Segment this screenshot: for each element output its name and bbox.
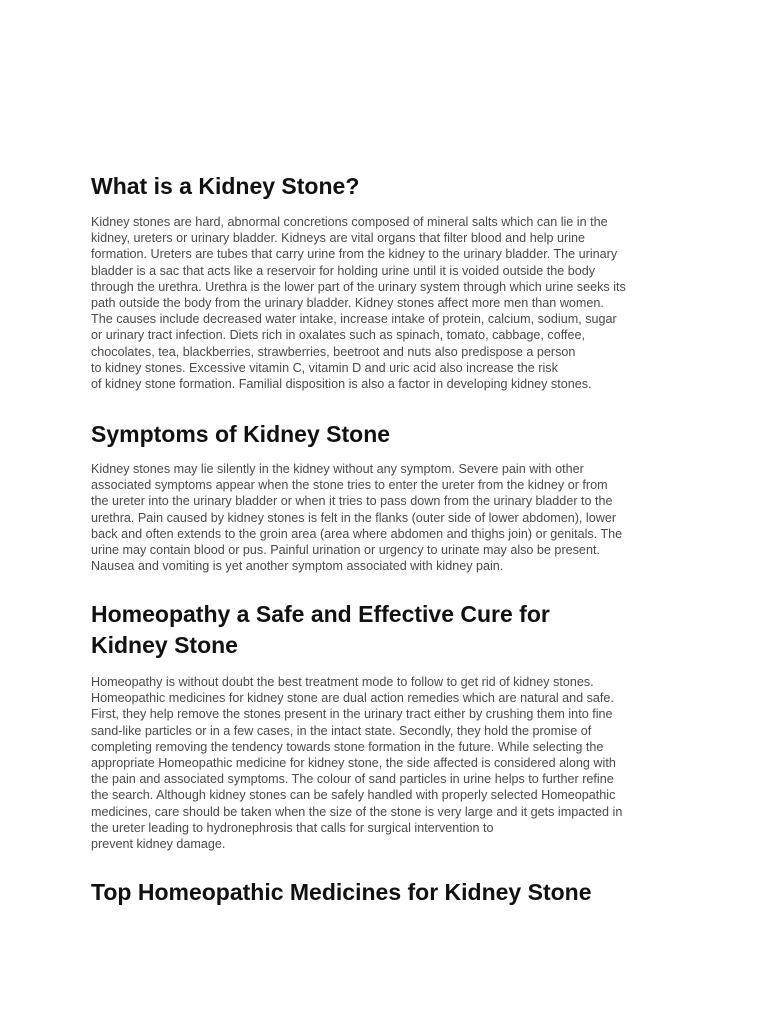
paragraph-line: Nausea and vomiting is yet another symptom associated with kidney pain.: [91, 559, 504, 574]
paragraph-line: Homeopathic medicines for kidney stone are dual action remedies which are natural and safe.: [91, 691, 614, 706]
paragraph-line: or urinary tract infection. Diets rich in oxalates such as spinach, tomato, cabbage, coffee,: [91, 328, 585, 343]
section-paragraph-symptoms: [91, 461, 622, 574]
paragraph-line: the ureter leading to hydronephrosis that calls for surgical intervention to: [91, 820, 494, 835]
paragraph-line: prevent kidney damage.: [91, 837, 226, 852]
paragraph-line: completing removing the tendency towards stone formation in the future. While selecting the: [91, 739, 604, 754]
paragraph-line: appropriate Homeopathic medicine for kidney stone, the side affected is considered along with: [91, 756, 616, 771]
paragraph-line: urine may contain blood or pus. Painful urination or urgency to urinate may also be present.: [91, 543, 600, 558]
paragraph-line: Kidney stones are hard, abnormal concretions composed of mineral salts which can lie in the: [91, 215, 608, 229]
paragraph-line: medicines, care should be taken when the size of the stone is very large and it gets impacted in: [91, 804, 623, 819]
paragraph-line: path outside the body from the urinary bladder. Kidney stones affect more men than women.: [91, 296, 604, 311]
section-paragraph-what-is: [91, 214, 626, 392]
paragraph-line: sand-like particles or in a few cases, in the intact state. Secondly, they hold the promise of: [91, 723, 592, 738]
section-heading-homeopathy-cure: [91, 599, 550, 661]
paragraph-line: chocolates, tea, blackberries, strawberries, beetroot and nuts also predispose a person: [91, 344, 576, 359]
paragraph-line: through the urethra. Urethra is the lower part of the urinary system through which urine seeks its: [91, 279, 626, 294]
paragraph-line: bladder is a sac that acts like a reservoir for holding urine until it is voided outside the body: [91, 263, 596, 278]
paragraph-line: kidney, ureters or urinary bladder. Kidneys are vital organs that filter blood and help urine: [91, 231, 586, 246]
section-paragraph-homeopathy-cure: [91, 674, 622, 852]
paragraph-line: urethra. Pain caused by kidney stones is felt in the flanks (outer side of lower abdomen), lower: [91, 510, 617, 525]
paragraph-line: to kidney stones. Excessive vitamin C, vitamin D and uric acid also increase the risk: [91, 360, 558, 375]
paragraph-line: the ureter into the urinary bladder or when it tries to pass down from the urinary bladder to the: [91, 494, 613, 509]
paragraph-line: the pain and associated symptoms. The colour of sand particles in urine helps to further refine: [91, 772, 614, 787]
paragraph-line: Homeopathy is without doubt the best treatment mode to follow to get rid of kidney stones.: [91, 675, 594, 689]
paragraph-line: First, they help remove the stones present in the urinary tract either by crushing them into fine: [91, 707, 613, 722]
section-heading-symptoms: Symptoms of Kidney Stone: [91, 421, 391, 447]
paragraph-line: The causes include decreased water intake, increase intake of protein, calcium, sodium, sugar: [91, 312, 617, 327]
paragraph-line: back and often extends to the groin area (area where abdomen and thighs join) or genitals. The: [91, 526, 623, 541]
section-heading-what-is: What is a Kidney Stone?: [91, 173, 360, 199]
paragraph-line: the search. Although kidney stones can be safely handled with properly selected Homeopathic: [91, 788, 616, 803]
paragraph-line: associated symptoms appear when the stone tries to enter the ureter from the kidney or from: [91, 478, 608, 493]
paragraph-line: of kidney stone formation. Familial disposition is also a factor in developing kidney stones.: [91, 377, 592, 392]
paragraph-line: Kidney stones may lie silently in the kidney without any symptom. Severe pain with other: [91, 462, 584, 476]
section-heading-top-medicines: Top Homeopathic Medicines for Kidney Stone: [91, 879, 592, 905]
heading-line: Homeopathy a Safe and Effective Cure for: [91, 601, 550, 627]
paragraph-line: formation. Ureters are tubes that carry urine from the kidney to the urinary bladder. The urinary: [91, 247, 618, 262]
heading-line: Kidney Stone: [91, 632, 238, 658]
